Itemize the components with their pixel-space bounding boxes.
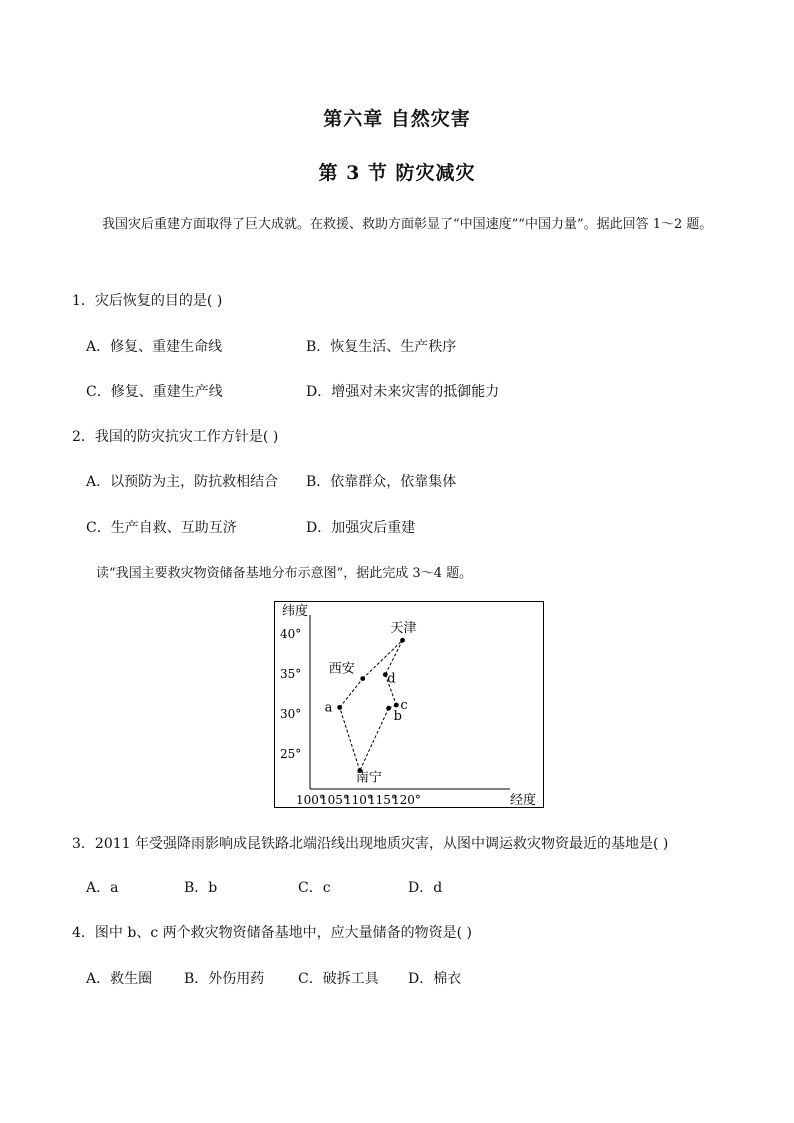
y-axis-label: 纬度 [282, 604, 309, 619]
question-1-option-d: D．增强对未来灾害的抵御能力 [306, 384, 500, 400]
base-label: d [387, 671, 396, 687]
lat-tick-label: 40° [280, 627, 302, 641]
lon-tick-label: 115° [368, 793, 397, 807]
question-4-option-c: C．破拆工具 [298, 971, 379, 987]
question-4-stem: 4．图中 b、c 两个救灾物资储备基地中，应大量储备的物资是( ) [72, 925, 472, 941]
section-title: 第 3 节 防灾减灾 [318, 162, 476, 184]
question-4-option-a: A．救生圈 [86, 971, 153, 987]
chapter-title: 第六章 自然灾害 [323, 108, 471, 130]
question-3-option-d: D．d [408, 880, 443, 896]
lon-tick-label: 110° [344, 793, 373, 807]
lat-tick-label: 35° [280, 667, 302, 681]
base-point [386, 706, 391, 711]
base-label: a [324, 700, 333, 716]
lon-tick-label: 105° [320, 793, 349, 807]
question-2-option-c: C．生产自救、互助互济 [86, 520, 237, 536]
question-4-option-b: B．外伤用药 [184, 971, 265, 987]
lat-tick-label: 30° [280, 707, 302, 721]
question-3-stem: 3．2011 年受强降雨影响成昆铁路北端沿线出现地质灾害，从图中调运救灾物资最近的基地是( ) [72, 836, 669, 852]
lon-tick-label: 100° [296, 793, 325, 807]
base-label: 天津 [390, 621, 417, 637]
base-point [337, 705, 342, 710]
question-2-option-b: B．依靠群众，依靠集体 [306, 474, 457, 490]
question-1-stem: 1．灾后恢复的目的是( ) [72, 293, 223, 309]
question-3-option-a: A．a [86, 880, 119, 896]
question-1-option-b: B．恢复生活、生产秩序 [306, 339, 457, 355]
base-point [394, 703, 399, 708]
question-1-option-a: A．修复、重建生命线 [86, 339, 223, 355]
lon-tick-label: 120° [392, 793, 421, 807]
question-3-option-c: C．c [298, 880, 331, 896]
x-axis-label: 经度 [510, 793, 537, 808]
base-label: 南宁 [355, 770, 382, 786]
question-4-option-d: D．棉衣 [408, 971, 462, 987]
base-label: 西安 [328, 661, 355, 677]
intro-paragraph-2: 读“我国主要救灾物资储备基地分布示意图”，据此完成 3～4 题。 [96, 566, 473, 581]
map-figure [274, 601, 544, 808]
question-1-option-c: C．修复、重建生产线 [86, 384, 223, 400]
base-label: c [400, 698, 408, 713]
question-3-option-b: B．b [184, 880, 218, 896]
base-point [360, 676, 365, 681]
base-label: b [393, 709, 402, 725]
question-2-option-a: A．以预防为主，防抗救相结合 [86, 474, 279, 490]
intro-paragraph-1: 我国灾后重建方面取得了巨大成就。在救援、救助方面彰显了“中国速度”“中国力量”。据此回答 1～2 题。 [102, 217, 713, 232]
question-2-stem: 2．我国的防灾抗灾工作方针是( ) [72, 429, 279, 445]
relief-base-map [274, 601, 544, 808]
base-point [400, 638, 405, 643]
question-2-option-d: D．加强灾后重建 [306, 520, 416, 536]
lat-tick-label: 25° [280, 747, 302, 761]
